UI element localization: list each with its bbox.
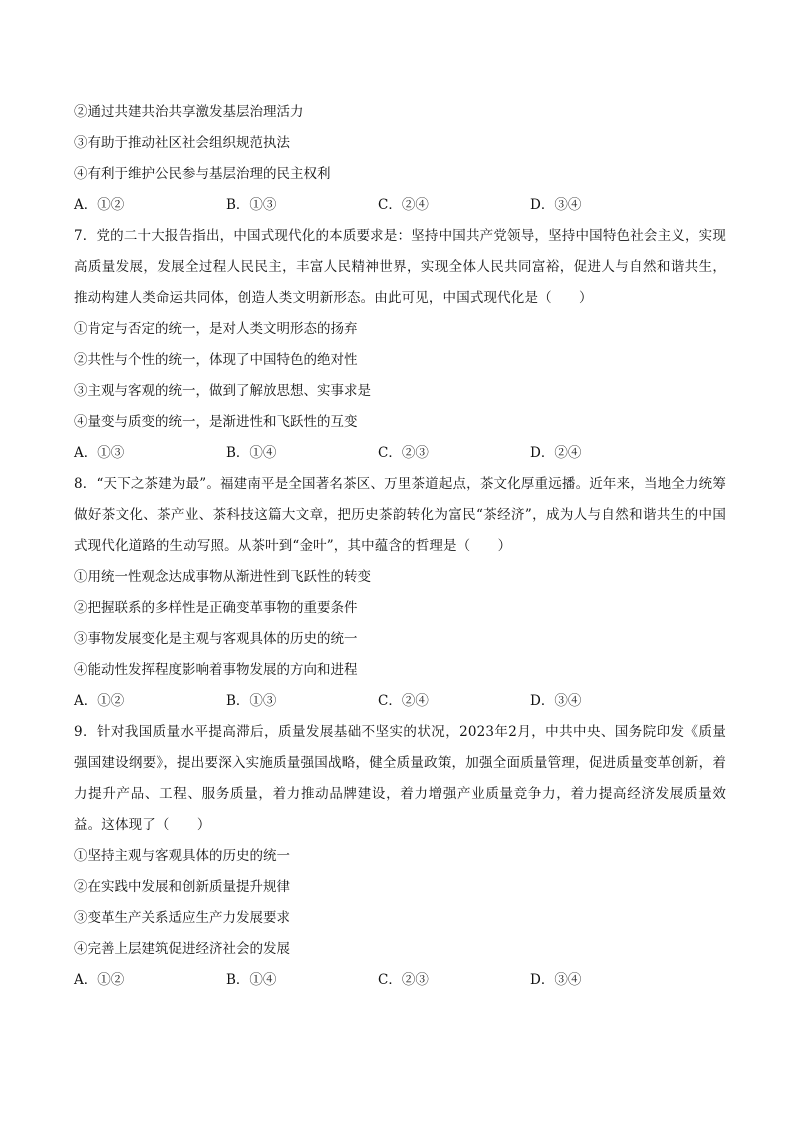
choice-d: D．②④: [530, 445, 582, 461]
option-item: ③事物发展变化是主观与客观具体的历史的统一: [74, 631, 358, 647]
choice-a: A．①②: [74, 972, 125, 988]
choice-d: D．③④: [530, 197, 582, 213]
choice-c: C．②④: [378, 693, 429, 709]
question-7: [74, 221, 726, 469]
choice-b: B．①④: [226, 972, 277, 988]
choice-b: B．①③: [226, 197, 277, 213]
option-item: ④量变与质变的统一，是渐进性和飞跃性的互变: [74, 414, 358, 430]
question-6: [74, 97, 726, 221]
choice-b: B．①③: [226, 693, 277, 709]
option-item: ①肯定与否定的统一，是对人类文明形态的扬弃: [74, 321, 358, 337]
choice-a: A．①②: [74, 693, 125, 709]
answer-choices: [74, 686, 726, 717]
question-stem: 7．党的二十大报告指出，中国式现代化的本质要求是：坚持中国共产党领导，坚持中国特色社会主义，实现高质量发展，发展全过程人民民主，丰富人民精神世界，实现全体人民共同富裕，促进人与自然和谐共生，推动构建人类命运共同体，创造人类文明新形态。由此可见，中国式现代化是（ ）: [74, 228, 726, 306]
choice-d: D．③④: [530, 693, 582, 709]
option-item: ②共性与个性的统一，体现了中国特色的绝对性: [74, 352, 358, 368]
choice-b: B．①④: [226, 445, 277, 461]
document-page: [74, 97, 726, 996]
choice-c: C．②④: [378, 197, 429, 213]
option-item: ①坚持主观与客观具体的历史的统一: [74, 848, 290, 864]
option-item: ③主观与客观的统一，做到了解放思想、实事求是: [74, 383, 371, 399]
option-item: ②在实践中发展和创新质量提升规律: [74, 879, 290, 895]
option-item: ④有利于维护公民参与基层治理的民主权利: [74, 166, 331, 182]
option-item: ①用统一性观念达成事物从渐进性到飞跃性的转变: [74, 569, 371, 585]
choice-a: A．①③: [74, 445, 125, 461]
option-item: ③变革生产关系适应生产力发展要求: [74, 910, 290, 926]
question-9: [74, 717, 726, 996]
question-8: [74, 469, 726, 717]
option-item: ②通过共建共治共享激发基层治理活力: [74, 104, 304, 120]
option-item: ②把握联系的多样性是正确变革事物的重要条件: [74, 600, 358, 616]
choice-c: C．②③: [378, 972, 429, 988]
option-item: ④能动性发挥程度影响着事物发展的方向和进程: [74, 662, 358, 678]
answer-choices: [74, 438, 726, 469]
option-item: ④完善上层建筑促进经济社会的发展: [74, 941, 290, 957]
choice-a: A．①②: [74, 197, 125, 213]
option-item: ③有助于推动社区社会组织规范执法: [74, 135, 290, 151]
question-stem: 8．“天下之茶建为最”。福建南平是全国著名茶区、万里茶道起点，茶文化厚重远播。近年来，当地全力统筹做好茶文化、茶产业、茶科技这篇大文章，把历史茶韵转化为富民“茶经济”，成为人与自然和谐共生的中国式现代化道路的生动写照。从茶叶到“金叶”，其中蕴含的哲理是（ ）: [74, 476, 726, 554]
choice-c: C．②③: [378, 445, 429, 461]
choice-d: D．③④: [530, 972, 582, 988]
question-stem: 9．针对我国质量水平提高滞后，质量发展基础不坚实的状况，2023年2月，中共中央、国务院印发《质量强国建设纲要》，提出要深入实施质量强国战略，健全质量政策，加强全面质量管理，促进质量变革创新，着力提升产品、工程、服务质量，着力推动品牌建设，着力增强产业质量竞争力，着力提高经济发展质量效益。这体现了（ ）: [74, 724, 726, 833]
answer-choices: [74, 965, 726, 996]
answer-choices: [74, 190, 726, 221]
